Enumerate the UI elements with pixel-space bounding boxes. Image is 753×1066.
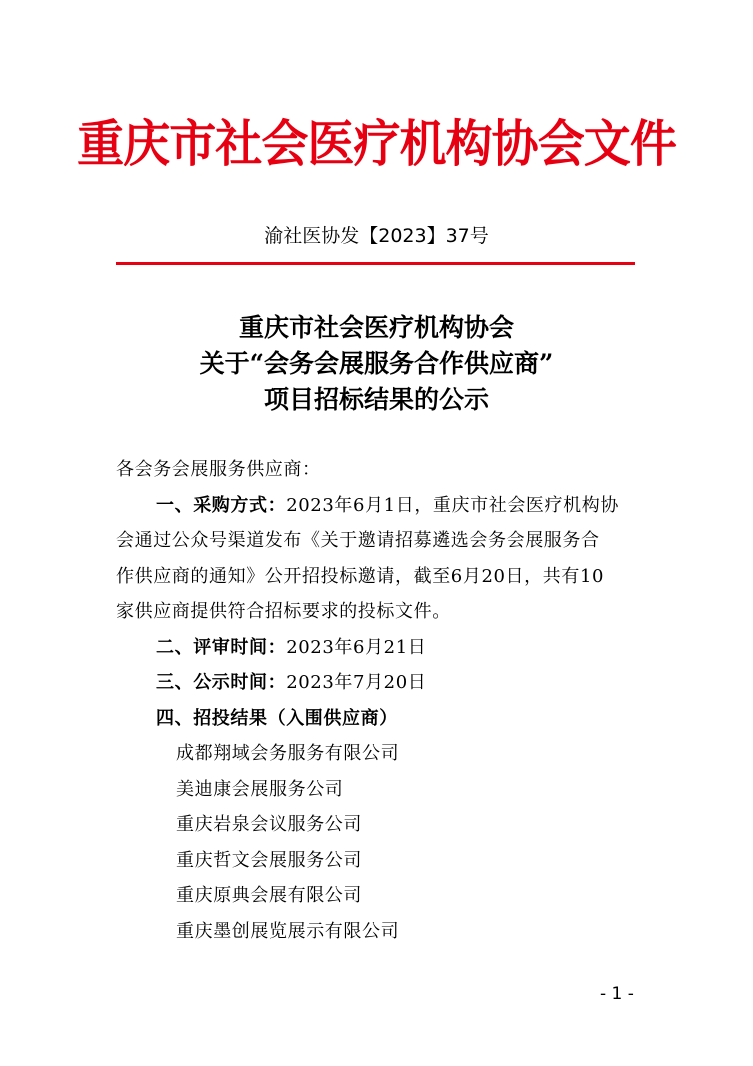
notice-title-line-1: 重庆市社会医疗机构协会 xyxy=(238,313,514,342)
supplier-item: 重庆岩泉会议服务公司 xyxy=(176,814,362,835)
section-procurement-method-line-3: 作供应商的通知》公开招投标邀请，截至6月20日，共有10 xyxy=(116,565,605,587)
document-header-title: 重庆市社会医疗机构协会文件 xyxy=(77,114,676,173)
supplier-item: 美迪康会展服务公司 xyxy=(176,778,344,800)
notice-title xyxy=(0,310,753,418)
section-results-label: 四、招投结果（入围供应商） xyxy=(156,707,398,729)
notice-title-line-2: 关于“会务会展服务合作供应商” xyxy=(199,349,554,378)
section-procurement-method-label: 一、采购方式： xyxy=(156,494,287,516)
section-procurement-method-text: 2023年6月1日，重庆市社会医疗机构协 xyxy=(286,494,619,516)
page-number: - 1 - xyxy=(600,984,634,1004)
section-review-time xyxy=(116,630,638,666)
section-review-time-value: 2023年6月21日 xyxy=(286,636,427,658)
salutation: 各会务会展服务供应商： xyxy=(116,459,321,480)
red-divider-rule xyxy=(116,262,635,265)
supplier-item: 重庆原典会展有限公司 xyxy=(176,885,362,906)
section-publicity-time-label: 三、公示时间： xyxy=(156,672,287,693)
section-procurement-method-line-2: 会通过公众号渠道发布《关于邀请招募遴选会务会展服务合 xyxy=(116,530,600,551)
supplier-item: 成都翔域会务服务有限公司 xyxy=(176,743,400,764)
section-publicity-time-value: 2023年7月20日 xyxy=(286,672,427,693)
section-procurement-method xyxy=(116,488,638,524)
document-number: 渝社医协发【2023】37号 xyxy=(264,225,489,247)
supplier-item: 重庆哲文会展服务公司 xyxy=(176,849,362,871)
section-publicity-time xyxy=(116,665,638,701)
section-results xyxy=(116,701,638,737)
section-procurement-method-line-4: 家供应商提供符合招标要求的投标文件。 xyxy=(116,601,451,622)
section-review-time-label: 二、评审时间： xyxy=(156,636,287,658)
notice-title-line-3: 项目招标结果的公示 xyxy=(263,385,489,414)
supplier-item: 重庆墨创展览展示有限公司 xyxy=(176,920,400,942)
notice-body xyxy=(116,452,638,949)
